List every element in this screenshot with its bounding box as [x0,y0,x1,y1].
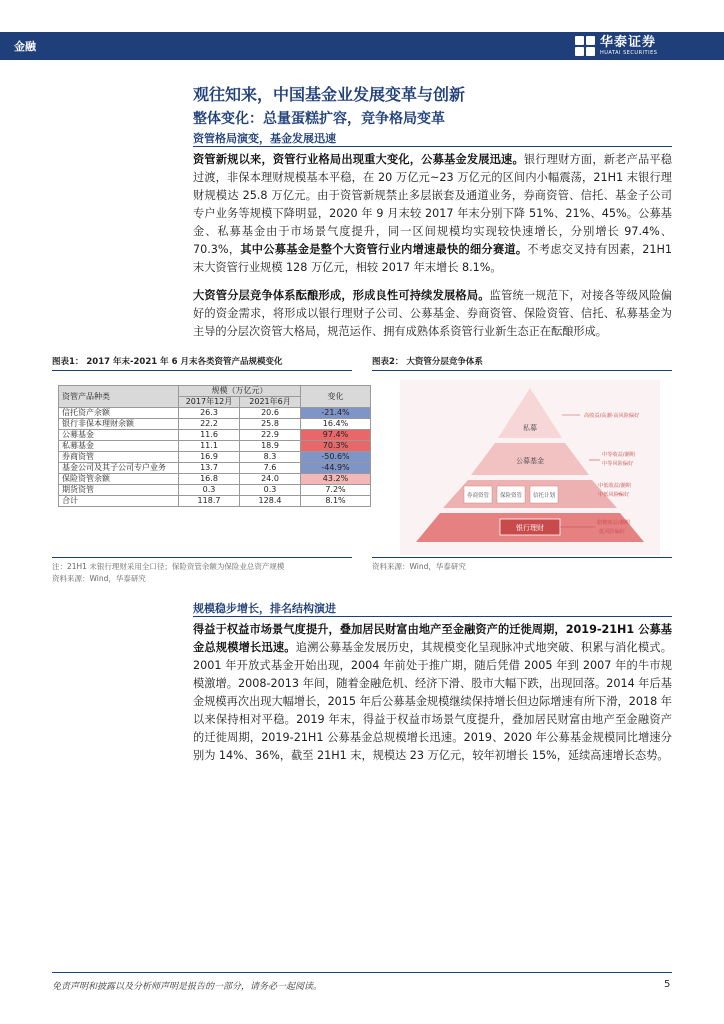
footer-disclaimer: 免责声明和披露以及分析师声明是报告的一部分，请务必一起阅读。 [52,982,323,992]
annotation-4b: 低风险偏好 [599,529,625,535]
header-product: 资管产品种类 [59,386,179,408]
row-name-cell: 基金公司及其子公司专户业务 [59,463,179,474]
row-change-cell: 7.2% [301,485,371,496]
para2-bold: 大资管分层竞争体系酝酿形成，形成良性可持续发展格局。 [193,289,490,302]
tier3-label-1: 券商资管 [466,493,490,499]
paragraph-2 [193,287,672,341]
row-2017-cell: 11.1 [179,441,240,452]
para2-text: 监管统一规范下，对接各等级风险偏好的资金需求，将形成以银行理财子公司、公募基金、券商资管、保险资管、信托、私募基金为主导的分层次资管大格局，规范运作、拥有成熟体系资管行业新生态正在酝酿形成。 [193,289,672,338]
row-change-cell: 97.4% [301,430,371,441]
row-change-cell: 8.1% [301,496,371,507]
footer-rule [52,972,672,973]
header-scale: 规模（万亿元） [179,386,301,397]
table-row [59,441,371,452]
table-header-row-1 [59,386,371,397]
row-name-cell: 私募基金 [59,441,179,452]
row-2021-cell: 0.3 [240,485,301,496]
para1-bold: 资管新规以来，资管行业格局出现重大变化，公募基金发展迅速。 [193,153,524,166]
annotation-1: 高收益/高潮·高风险偏好 [584,413,640,419]
tier4-label: 银行理财 [516,524,544,532]
para1-bold2: 其中公募基金是整个大资管行业内增速最快的细分赛道。 [240,243,528,256]
logo-cn: 华泰证券 [600,35,657,50]
tier3-label-2: 保险资管 [499,493,523,499]
header-2021: 2021年6月 [240,397,301,408]
table-row [59,452,371,463]
annotation-2a: 中等收益/潮期 [602,452,635,458]
paragraph-3 [193,621,672,765]
row-change-cell: 16.4% [301,419,371,430]
para1-text1: 银行理财方面，新老产品平稳过渡，非保本理财规模基本平稳，在 20 万亿元~23 万亿元的区间内小幅震荡，21H1 末银行理财规模达 25.8 万亿元。由于资管新规禁止多层嵌套及通道业务，券商资管、信托、基金子公司专户业务等规模下降明显，2020 年 9 月末较 2017 年末分别下降 51%、21%、45%。公募基金、私募基金由于市场景气度提升，同一区间规模均实现较快速增长，分别增长 97.4%、70.3%， [193,153,672,256]
row-2017-cell: 13.7 [179,463,240,474]
asset-scale-table [58,385,371,507]
logo-mark-icon [575,36,595,56]
row-change-cell: -44.9% [301,463,371,474]
row-2017-cell: 16.9 [179,452,240,463]
logo-en: HUATAI SECURITIES [600,50,658,56]
row-name-cell: 合计 [59,496,179,507]
row-name-cell: 保险资管余额 [59,474,179,485]
annotation-3b: 中低风险偏好 [598,492,630,498]
row-change-cell: -50.6% [301,452,371,463]
header-change: 变化 [301,386,371,408]
table-row [59,408,371,419]
figure1-source: 资料来源：Wind，华泰研究 [52,574,146,583]
table-row [59,485,371,496]
para1-text2: 不考虑交叉持有因素，21H1 末大资管行业规模 128 万亿元，相较 2017 年末增长 8.1%。 [193,243,672,274]
figure1-bottom-rule [52,557,352,558]
row-name-cell: 信托资产余额 [59,408,179,419]
table-row [59,419,371,430]
section2-title: 规模稳步增长，排名结构演进 [193,602,336,615]
tier2-label: 公募基金 [516,457,544,465]
section2-text: 追溯公募基金发展历史，其规模变化呈现脉冲式地突破、积累与消化模式。2001 年开放式基金开始出现，2004 年前处于推广期，随后凭借 2005 年到 2007 年的牛市规模激增。2008-2013 年间，随着金融危机、经济下滑、股市大幅下跌，出现回落。2014 年后基金规模再次出现大幅增长，2015 年后公募基金规模继续保持增长但边际增速有所下滑，2018 年以来保持相对平稳。2019 年末，得益于权益市场景气度提升，叠加居民财富由地产至金融资产的迁徙周期，2019-21H1 公募基金总规模增长迅速。2019、2020 年公募基金规模同比增速分别为 14%、36%，截至 21H1 末，规模达 23 万亿元，较年初增长 15%，延续高速增长态势。 [193,641,672,762]
figure2-source: 资料来源：Wind，华泰研究 [372,562,466,571]
figure1-top-rule [52,370,352,371]
sub-title: 整体变化：总量蛋糕扩容，竞争格局变革 [193,111,445,127]
row-2017-cell: 0.3 [179,485,240,496]
annotation-3a: 中低收益/潮期 [598,483,631,489]
row-2021-cell: 128.4 [240,496,301,507]
paragraph-1 [193,151,672,277]
row-change-cell: 43.2% [301,474,371,485]
asset-management-pyramid [400,380,660,555]
figure2-top-rule [372,370,672,371]
row-name-cell: 公募基金 [59,430,179,441]
row-2021-cell: 24.0 [240,474,301,485]
tier1-label: 私募 [523,424,537,432]
figure2-bottom-rule [372,557,672,558]
row-2021-cell: 18.9 [240,441,301,452]
figure1-label: 图表1： 2017 年末-2021 年 6 月末各类资管产品规模变化 [52,357,283,367]
row-2021-cell: 20.6 [240,408,301,419]
subsub-title: 资管格局演变，基金发展迅速 [193,132,336,145]
row-2021-cell: 7.6 [240,463,301,474]
row-2021-cell: 22.9 [240,430,301,441]
section-label: 金融 [14,40,36,53]
table-row [59,430,371,441]
row-2021-cell: 25.8 [240,419,301,430]
main-title: 观往知来，中国基金业发展变革与创新 [193,85,466,104]
brand-logo [575,36,657,56]
row-2017-cell: 16.8 [179,474,240,485]
figure1-note: 注：21H1 末银行理财采用全口径；保险资管余额为保险业总资产规模 [52,562,285,571]
tier3-label-3: 信托计划 [532,493,556,499]
row-change-cell: -21.4% [301,408,371,419]
table-row [59,463,371,474]
annotation-2b: 中等风险偏好 [602,461,634,467]
row-name-cell: 券商资管 [59,452,179,463]
annotation-4a: 稳健收益/潮期 [597,520,630,526]
table-row [59,496,371,507]
figure2-label: 图表2： 大资管分层竞争体系 [372,357,483,367]
section2-bold: 得益于权益市场景气度提升，叠加居民财富由地产至金融资产的迁徙周期，2019-21H1 公募基金总规模增长迅速。 [193,623,672,654]
row-2021-cell: 8.3 [240,452,301,463]
section-rule [193,146,672,147]
row-2017-cell: 11.6 [179,430,240,441]
row-2017-cell: 22.2 [179,419,240,430]
section2-rule [193,616,672,617]
row-2017-cell: 26.3 [179,408,240,419]
row-change-cell: 70.3% [301,441,371,452]
table-row [59,474,371,485]
page-number: 5 [664,979,671,990]
row-name-cell: 银行非保本理财余额 [59,419,179,430]
row-name-cell: 期货资管 [59,485,179,496]
header-2017: 2017年12月 [179,397,240,408]
row-2017-cell: 118.7 [179,496,240,507]
